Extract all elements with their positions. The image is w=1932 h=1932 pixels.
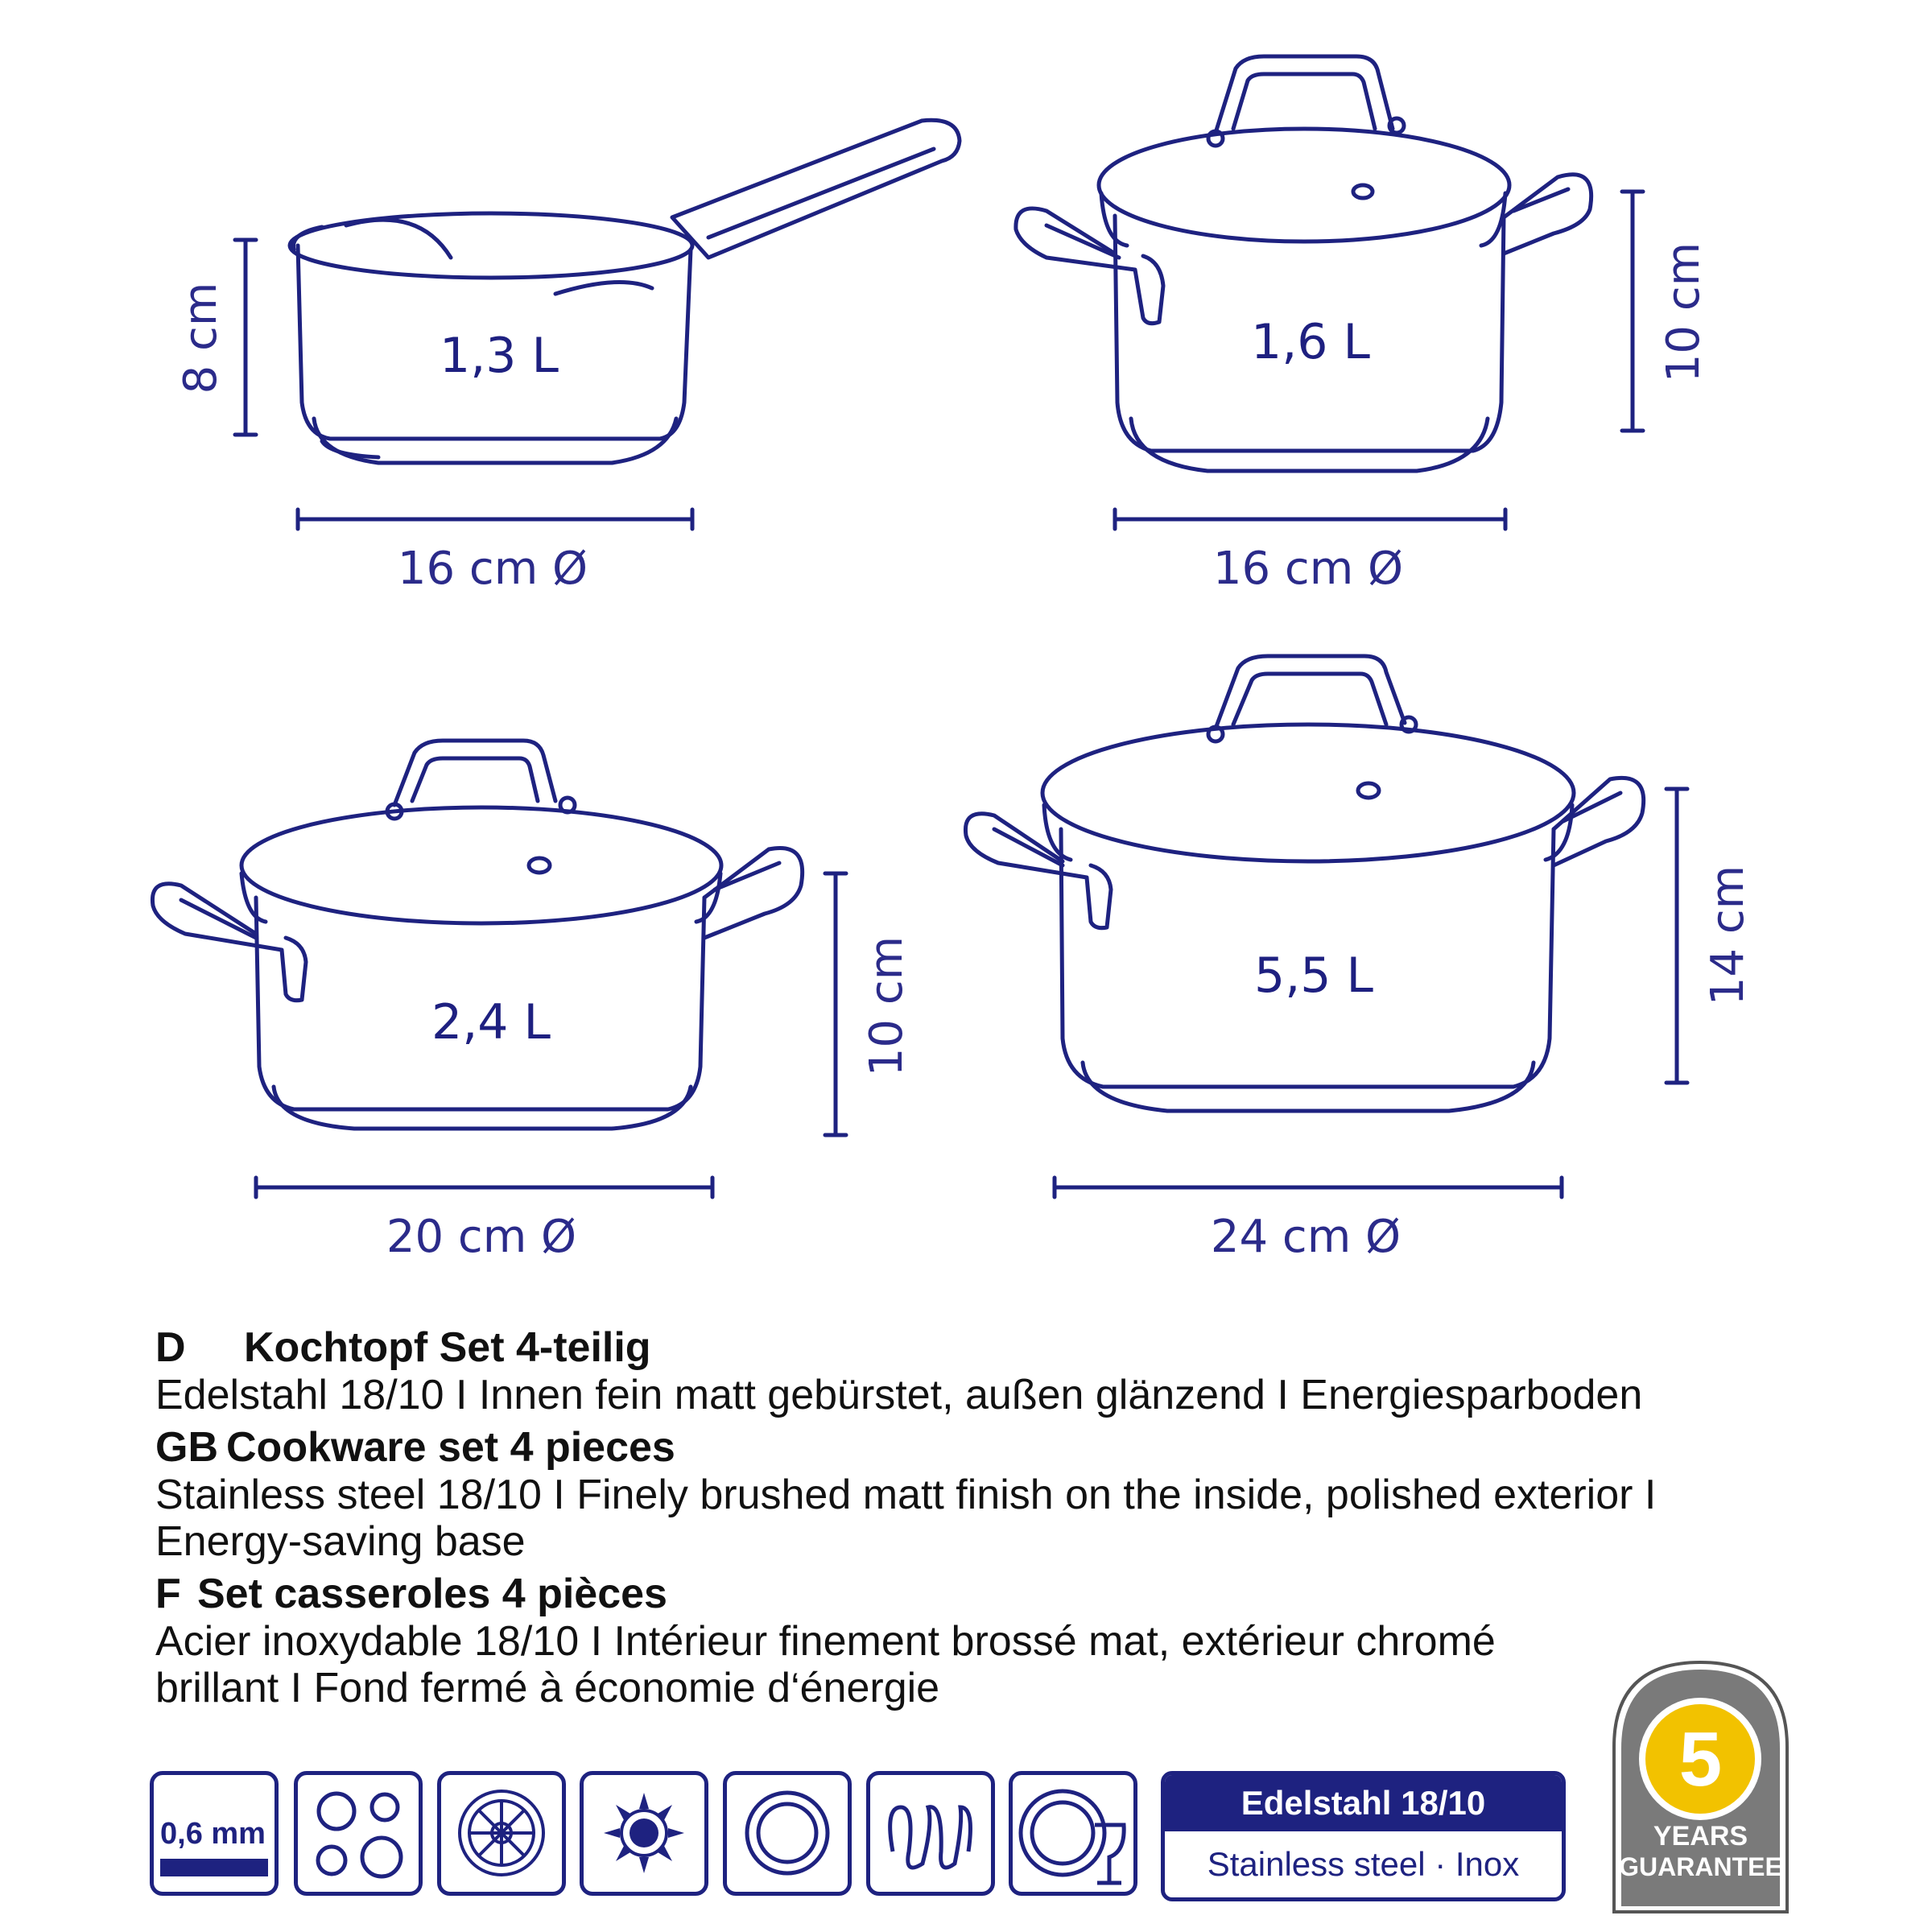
saucepan-diameter: 16 cm Ø [397, 543, 588, 595]
description-de [155, 1323, 1765, 1418]
saucepan-drawing [290, 120, 960, 463]
induction-icon [866, 1771, 995, 1896]
medium-casserole-diameter: 20 cm Ø [386, 1211, 577, 1263]
material-label-de: Edelstahl 18/10 [1165, 1775, 1562, 1831]
thickness-label: 0,6 mm [160, 1817, 266, 1851]
saucepan-height-dimension [235, 240, 256, 435]
medium-casserole-volume: 2,4 L [431, 994, 551, 1051]
title-gb: Cookware set 4 pieces [226, 1424, 675, 1471]
large-stockpot-volume: 5,5 L [1254, 947, 1373, 1004]
material-thickness-icon [150, 1771, 279, 1896]
large-stockpot-diameter-dimension [1055, 1178, 1562, 1197]
title-fr: Set casseroles 4 pièces [197, 1571, 667, 1617]
description-gb [155, 1423, 1765, 1565]
language-code-de: D [155, 1324, 186, 1371]
halogen-hob-icon [437, 1771, 566, 1896]
medium-casserole-height: 10 cm [861, 935, 913, 1077]
large-stockpot-height: 14 cm [1702, 865, 1754, 1006]
text-fr-line2: brillant I Fond fermé à économie d‘énergie [155, 1665, 940, 1711]
medium-casserole-height-dimension [825, 873, 846, 1135]
guarantee-text: GUARANTEE [1619, 1852, 1782, 1881]
title-de: Kochtopf Set 4-teilig [244, 1324, 651, 1371]
thickness-bar [160, 1859, 268, 1876]
dishwasher-safe-icon [1009, 1771, 1137, 1896]
guarantee-badge [1610, 1658, 1791, 1916]
description-fr [155, 1570, 1765, 1711]
small-casserole-height: 10 cm [1657, 242, 1710, 383]
text-de: Edelstahl 18/10 I Innen fein matt gebürstet, außen glänzend I Energiesparboden [155, 1372, 1643, 1418]
small-casserole-drawing [1016, 56, 1591, 471]
large-stockpot-diameter: 24 cm Ø [1210, 1211, 1402, 1263]
saucepan-height: 8 cm [175, 282, 227, 394]
small-casserole-height-dimension [1622, 192, 1643, 431]
guarantee-years-text: YEARS [1653, 1821, 1748, 1852]
language-code-gb: GB [155, 1424, 218, 1471]
electric-hob-icon [294, 1771, 423, 1896]
small-casserole-volume: 1,6 L [1251, 314, 1370, 370]
ceramic-hob-icon [723, 1771, 852, 1896]
small-casserole-diameter-dimension [1115, 510, 1505, 529]
medium-casserole-drawing [152, 741, 802, 1129]
large-stockpot-drawing [965, 656, 1643, 1111]
text-gb-line1: Stainless steel 18/10 I Finely brushed matt finish on the inside, polished exterior I [155, 1472, 1657, 1518]
medium-casserole-diameter-dimension [256, 1178, 712, 1197]
gas-hob-icon [580, 1771, 708, 1896]
material-badge [1161, 1771, 1566, 1901]
material-label-en-fr: Stainless steel · Inox [1207, 1845, 1520, 1883]
language-code-fr: F [155, 1571, 181, 1617]
small-casserole-diameter: 16 cm Ø [1212, 543, 1404, 595]
saucepan-diameter-dimension [298, 510, 692, 529]
saucepan-volume: 1,3 L [440, 328, 559, 384]
guarantee-years-number: 5 [1678, 1716, 1723, 1802]
text-gb-line2: Energy-saving base [155, 1518, 526, 1565]
text-fr-line1: Acier inoxydable 18/10 I Intérieur finement brossé mat, extérieur chromé [155, 1618, 1496, 1665]
large-stockpot-height-dimension [1666, 789, 1687, 1083]
